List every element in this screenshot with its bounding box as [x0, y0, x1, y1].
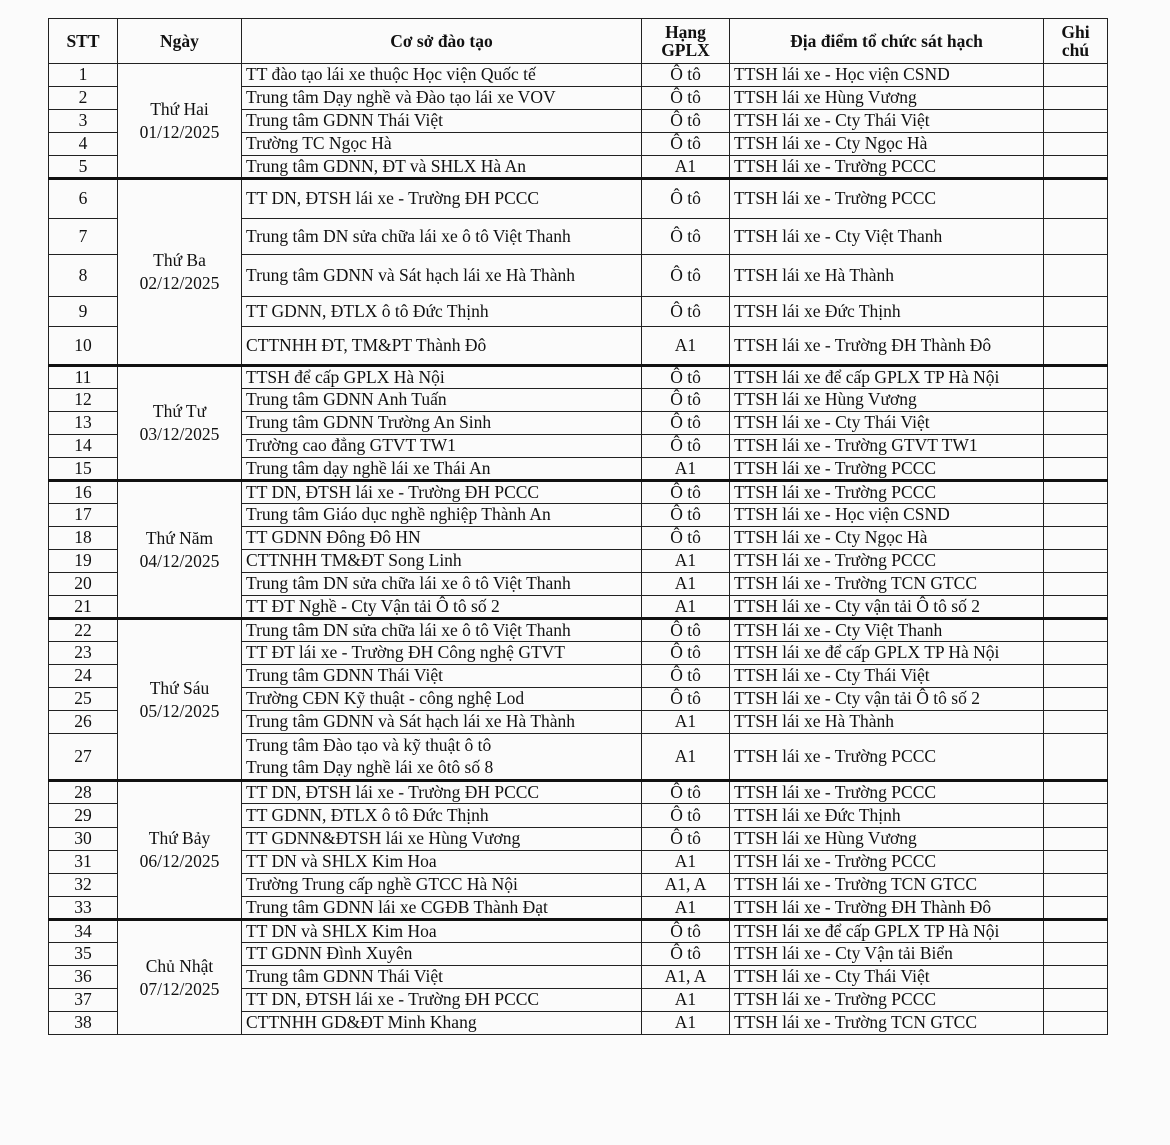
row-training-facility: Trường TC Ngọc Hà	[242, 133, 642, 156]
row-license-class: A1	[642, 156, 730, 179]
row-stt: 10	[49, 327, 118, 366]
day-cell	[118, 179, 242, 366]
day-cell	[118, 481, 242, 619]
row-license-class: Ô tô	[642, 688, 730, 711]
row-stt: 7	[49, 219, 118, 255]
row-training-facility: Trường cao đẳng GTVT TW1	[242, 435, 642, 458]
row-stt: 9	[49, 297, 118, 327]
row-exam-location: TTSH lái xe - Cty Việt Thanh	[730, 619, 1044, 642]
day-cell	[118, 920, 242, 1035]
header-notes	[1044, 19, 1108, 64]
row-exam-location: TTSH lái xe để cấp GPLX TP Hà Nội	[730, 366, 1044, 389]
row-stt: 21	[49, 596, 118, 619]
row-notes	[1044, 688, 1108, 711]
row-training-facility: Trường Trung cấp nghề GTCC Hà Nội	[242, 874, 642, 897]
row-notes	[1044, 989, 1108, 1012]
row-exam-location: TTSH lái xe - Học viện CSND	[730, 504, 1044, 527]
row-license-class: Ô tô	[642, 481, 730, 504]
row-notes	[1044, 642, 1108, 665]
row-training-facility: TT GDNN&ĐTSH lái xe Hùng Vương	[242, 828, 642, 851]
row-training-facility: CTTNHH ĐT, TM&PT Thành Đô	[242, 327, 642, 366]
row-exam-location: TTSH lái xe - Cty Việt Thanh	[730, 219, 1044, 255]
row-training-facility: Trung tâm GDNN Thái Việt	[242, 110, 642, 133]
row-stt: 32	[49, 874, 118, 897]
row-exam-location: TTSH lái xe - Trường PCCC	[730, 734, 1044, 781]
row-license-class: Ô tô	[642, 133, 730, 156]
row-stt: 35	[49, 943, 118, 966]
row-exam-location: TTSH lái xe - Cty Ngọc Hà	[730, 133, 1044, 156]
row-stt: 30	[49, 828, 118, 851]
header-training-facility: Cơ sở đào tạo	[242, 19, 642, 64]
row-exam-location: TTSH lái xe - Trường PCCC	[730, 550, 1044, 573]
row-notes	[1044, 389, 1108, 412]
row-exam-location: TTSH lái xe - Cty Thái Việt	[730, 665, 1044, 688]
table-row	[49, 619, 1108, 642]
row-license-class: Ô tô	[642, 110, 730, 133]
row-stt: 3	[49, 110, 118, 133]
row-stt: 16	[49, 481, 118, 504]
row-license-class: Ô tô	[642, 412, 730, 435]
table-row	[49, 781, 1108, 804]
table-row	[49, 366, 1108, 389]
row-exam-location: TTSH lái xe - Cty Ngọc Hà	[730, 527, 1044, 550]
row-notes	[1044, 734, 1108, 781]
row-stt: 15	[49, 458, 118, 481]
day-date: 07/12/2025	[139, 978, 220, 999]
schedule-body	[49, 64, 1108, 1035]
day-name: Chủ Nhật	[145, 955, 214, 976]
row-training-facility: Trung tâm GDNN Thái Việt	[242, 966, 642, 989]
row-training-facility: Trung tâm Giáo dục nghề nghiệp Thành An	[242, 504, 642, 527]
header-license-class-line1: Hạng	[665, 21, 706, 42]
row-exam-location: TTSH lái xe - Cty vận tải Ô tô số 2	[730, 596, 1044, 619]
row-exam-location: TTSH lái xe - Trường PCCC	[730, 781, 1044, 804]
day-name: Thứ Ba	[153, 250, 206, 271]
row-training-facility: TT GDNN Đình Xuyên	[242, 943, 642, 966]
row-exam-location: TTSH lái xe Đức Thịnh	[730, 804, 1044, 828]
row-stt: 23	[49, 642, 118, 665]
row-notes	[1044, 481, 1108, 504]
row-training-facility: Trung tâm GDNN lái xe CGĐB Thành Đạt	[242, 897, 642, 920]
day-cell	[118, 619, 242, 781]
row-notes	[1044, 1012, 1108, 1035]
day-date: 03/12/2025	[139, 424, 220, 444]
row-stt: 27	[49, 734, 118, 781]
row-license-class: A1	[642, 550, 730, 573]
row-notes	[1044, 781, 1108, 804]
row-training-facility: TT GDNN, ĐTLX ô tô Đức Thịnh	[242, 804, 642, 828]
row-notes	[1044, 550, 1108, 573]
row-stt: 24	[49, 665, 118, 688]
row-notes	[1044, 711, 1108, 734]
day-date: 05/12/2025	[139, 700, 220, 721]
row-training-facility: TT DN, ĐTSH lái xe - Trường ĐH PCCC	[242, 781, 642, 804]
training-facility-line2: Trung tâm Dạy nghề lái xe ôtô số 8	[246, 756, 494, 777]
row-exam-location: TTSH lái xe - Cty Thái Việt	[730, 412, 1044, 435]
row-stt: 34	[49, 920, 118, 943]
row-license-class: Ô tô	[642, 527, 730, 550]
row-license-class: A1, A	[642, 874, 730, 897]
row-exam-location: TTSH lái xe Đức Thịnh	[730, 297, 1044, 327]
row-exam-location: TTSH lái xe - Trường PCCC	[730, 156, 1044, 179]
row-license-class: Ô tô	[642, 828, 730, 851]
row-training-facility: TTSH để cấp GPLX Hà Nội	[242, 366, 642, 389]
row-training-facility: Trung tâm GDNN Trường An Sinh	[242, 412, 642, 435]
row-training-facility	[242, 734, 642, 781]
row-training-facility: TT đào tạo lái xe thuộc Học viện Quốc tế	[242, 64, 642, 87]
row-license-class: A1	[642, 851, 730, 874]
row-training-facility: TT GDNN Đông Đô HN	[242, 527, 642, 550]
header-day: Ngày	[118, 19, 242, 64]
row-license-class: A1	[642, 327, 730, 366]
row-license-class: A1	[642, 596, 730, 619]
row-exam-location: TTSH lái xe - Trường PCCC	[730, 179, 1044, 219]
row-license-class: Ô tô	[642, 297, 730, 327]
row-stt: 1	[49, 64, 118, 87]
row-notes	[1044, 828, 1108, 851]
row-notes	[1044, 665, 1108, 688]
day-cell	[118, 64, 242, 179]
row-license-class: Ô tô	[642, 255, 730, 297]
row-notes	[1044, 64, 1108, 87]
row-training-facility: Trung tâm GDNN Thái Việt	[242, 665, 642, 688]
row-stt: 20	[49, 573, 118, 596]
table-row	[49, 64, 1108, 87]
row-stt: 17	[49, 504, 118, 527]
day-date: 04/12/2025	[139, 550, 220, 571]
row-exam-location: TTSH lái xe - Trường ĐH Thành Đô	[730, 897, 1044, 920]
row-license-class: A1	[642, 734, 730, 781]
row-training-facility: TT GDNN, ĐTLX ô tô Đức Thịnh	[242, 297, 642, 327]
row-notes	[1044, 920, 1108, 943]
day-name: Thứ Tư	[152, 401, 207, 422]
row-license-class: A1	[642, 989, 730, 1012]
row-exam-location: TTSH lái xe - Trường PCCC	[730, 481, 1044, 504]
row-license-class: Ô tô	[642, 389, 730, 412]
row-training-facility: TT DN, ĐTSH lái xe - Trường ĐH PCCC	[242, 481, 642, 504]
row-exam-location: TTSH lái xe - Cty Thái Việt	[730, 966, 1044, 989]
row-exam-location: TTSH lái xe - Trường TCN GTCC	[730, 1012, 1044, 1035]
header-license-class-line2: GPLX	[661, 40, 710, 60]
day-date: 01/12/2025	[139, 121, 220, 142]
row-notes	[1044, 596, 1108, 619]
row-stt: 14	[49, 435, 118, 458]
row-notes	[1044, 412, 1108, 435]
row-license-class: Ô tô	[642, 665, 730, 688]
row-notes	[1044, 851, 1108, 874]
table-row	[49, 481, 1108, 504]
row-notes	[1044, 156, 1108, 179]
row-notes	[1044, 504, 1108, 527]
row-training-facility: CTTNHH TM&ĐT Song Linh	[242, 550, 642, 573]
row-stt: 26	[49, 711, 118, 734]
table-row	[49, 920, 1108, 943]
row-training-facility: Trung tâm GDNN, ĐT và SHLX Hà An	[242, 156, 642, 179]
day-name: Thứ Sáu	[149, 677, 210, 698]
training-facility-line1: Trung tâm Đào tạo và kỹ thuật ô tô	[246, 735, 492, 756]
header-row	[49, 19, 1108, 64]
row-notes	[1044, 366, 1108, 389]
row-exam-location: TTSH lái xe - Trường PCCC	[730, 989, 1044, 1012]
row-license-class: Ô tô	[642, 504, 730, 527]
row-license-class: Ô tô	[642, 642, 730, 665]
row-stt: 22	[49, 619, 118, 642]
row-stt: 36	[49, 966, 118, 989]
row-stt: 37	[49, 989, 118, 1012]
day-date: 02/12/2025	[139, 273, 220, 293]
day-name: Thứ Năm	[145, 527, 214, 548]
header-notes-line1: Ghi	[1061, 21, 1090, 42]
row-exam-location: TTSH lái xe - Cty vận tải Ô tô số 2	[730, 688, 1044, 711]
row-training-facility: TT DN và SHLX Kim Hoa	[242, 920, 642, 943]
row-stt: 5	[49, 156, 118, 179]
row-stt: 2	[49, 87, 118, 110]
row-license-class: Ô tô	[642, 219, 730, 255]
row-stt: 38	[49, 1012, 118, 1035]
row-training-facility: Trung tâm GDNN Anh Tuấn	[242, 389, 642, 412]
row-license-class: Ô tô	[642, 804, 730, 828]
row-training-facility: TT DN và SHLX Kim Hoa	[242, 851, 642, 874]
row-license-class: A1	[642, 573, 730, 596]
row-notes	[1044, 966, 1108, 989]
row-training-facility: CTTNHH GD&ĐT Minh Khang	[242, 1012, 642, 1035]
row-training-facility: TT ĐT lái xe - Trường ĐH Công nghệ GTVT	[242, 642, 642, 665]
row-exam-location: TTSH lái xe - Trường TCN GTCC	[730, 573, 1044, 596]
row-stt: 6	[49, 179, 118, 219]
row-license-class: Ô tô	[642, 179, 730, 219]
header-exam-location: Địa điểm tổ chức sát hạch	[730, 19, 1044, 64]
row-exam-location: TTSH lái xe Hùng Vương	[730, 828, 1044, 851]
row-training-facility: Trường CĐN Kỹ thuật - công nghệ Lod	[242, 688, 642, 711]
row-exam-location: TTSH lái xe Hùng Vương	[730, 389, 1044, 412]
row-notes	[1044, 297, 1108, 327]
row-stt: 18	[49, 527, 118, 550]
row-exam-location: TTSH lái xe - Cty Vận tải Biển	[730, 943, 1044, 966]
row-stt: 29	[49, 804, 118, 828]
row-notes	[1044, 943, 1108, 966]
header-stt: STT	[49, 19, 118, 64]
row-license-class: A1	[642, 458, 730, 481]
row-stt: 25	[49, 688, 118, 711]
exam-schedule-table	[48, 18, 1108, 1035]
row-notes	[1044, 133, 1108, 156]
row-notes	[1044, 327, 1108, 366]
row-exam-location: TTSH lái xe để cấp GPLX TP Hà Nội	[730, 642, 1044, 665]
row-notes	[1044, 110, 1108, 133]
row-training-facility: TT DN, ĐTSH lái xe - Trường ĐH PCCC	[242, 179, 642, 219]
row-training-facility: Trung tâm Dạy nghề và Đào tạo lái xe VOV	[242, 87, 642, 110]
row-notes	[1044, 179, 1108, 219]
row-training-facility: Trung tâm dạy nghề lái xe Thái An	[242, 458, 642, 481]
row-stt: 4	[49, 133, 118, 156]
day-cell	[118, 781, 242, 920]
row-license-class: Ô tô	[642, 435, 730, 458]
table-row	[49, 179, 1108, 219]
day-name: Thứ Hai	[150, 98, 209, 119]
row-training-facility: TT DN, ĐTSH lái xe - Trường ĐH PCCC	[242, 989, 642, 1012]
day-date: 06/12/2025	[139, 851, 220, 871]
row-notes	[1044, 219, 1108, 255]
row-stt: 28	[49, 781, 118, 804]
row-notes	[1044, 458, 1108, 481]
row-license-class: A1	[642, 897, 730, 920]
row-exam-location: TTSH lái xe Hà Thành	[730, 255, 1044, 297]
day-name: Thứ Bảy	[148, 828, 211, 849]
row-notes	[1044, 527, 1108, 550]
row-stt: 33	[49, 897, 118, 920]
row-exam-location: TTSH lái xe - Trường ĐH Thành Đô	[730, 327, 1044, 366]
row-notes	[1044, 87, 1108, 110]
row-notes	[1044, 255, 1108, 297]
row-notes	[1044, 897, 1108, 920]
row-stt: 11	[49, 366, 118, 389]
row-exam-location: TTSH lái xe Hùng Vương	[730, 87, 1044, 110]
row-stt: 8	[49, 255, 118, 297]
row-license-class: A1	[642, 711, 730, 734]
row-notes	[1044, 804, 1108, 828]
row-license-class: A1	[642, 1012, 730, 1035]
row-training-facility: Trung tâm GDNN và Sát hạch lái xe Hà Thành	[242, 711, 642, 734]
row-license-class: A1, A	[642, 966, 730, 989]
row-training-facility: Trung tâm DN sửa chữa lái xe ô tô Việt Thanh	[242, 573, 642, 596]
day-cell	[118, 366, 242, 481]
row-stt: 31	[49, 851, 118, 874]
row-license-class: Ô tô	[642, 366, 730, 389]
row-training-facility: Trung tâm DN sửa chữa lái xe ô tô Việt Thanh	[242, 219, 642, 255]
row-notes	[1044, 619, 1108, 642]
row-training-facility: Trung tâm GDNN và Sát hạch lái xe Hà Thành	[242, 255, 642, 297]
row-notes	[1044, 874, 1108, 897]
row-exam-location: TTSH lái xe để cấp GPLX TP Hà Nội	[730, 920, 1044, 943]
row-exam-location: TTSH lái xe Hà Thành	[730, 711, 1044, 734]
row-stt: 13	[49, 412, 118, 435]
row-license-class: Ô tô	[642, 619, 730, 642]
header-license-class	[642, 19, 730, 64]
row-exam-location: TTSH lái xe - Trường PCCC	[730, 851, 1044, 874]
row-training-facility: Trung tâm DN sửa chữa lái xe ô tô Việt Thanh	[242, 619, 642, 642]
row-exam-location: TTSH lái xe - Cty Thái Việt	[730, 110, 1044, 133]
row-exam-location: TTSH lái xe - Trường TCN GTCC	[730, 874, 1044, 897]
row-license-class: Ô tô	[642, 64, 730, 87]
row-license-class: Ô tô	[642, 920, 730, 943]
row-license-class: Ô tô	[642, 943, 730, 966]
row-stt: 12	[49, 389, 118, 412]
row-notes	[1044, 435, 1108, 458]
row-exam-location: TTSH lái xe - Trường PCCC	[730, 458, 1044, 481]
row-training-facility: TT ĐT Nghề - Cty Vận tải Ô tô số 2	[242, 596, 642, 619]
row-notes	[1044, 573, 1108, 596]
row-license-class: Ô tô	[642, 87, 730, 110]
row-exam-location: TTSH lái xe - Trường GTVT TW1	[730, 435, 1044, 458]
row-stt: 19	[49, 550, 118, 573]
row-exam-location: TTSH lái xe - Học viện CSND	[730, 64, 1044, 87]
row-license-class: Ô tô	[642, 781, 730, 804]
header-notes-line2: chú	[1061, 40, 1090, 60]
